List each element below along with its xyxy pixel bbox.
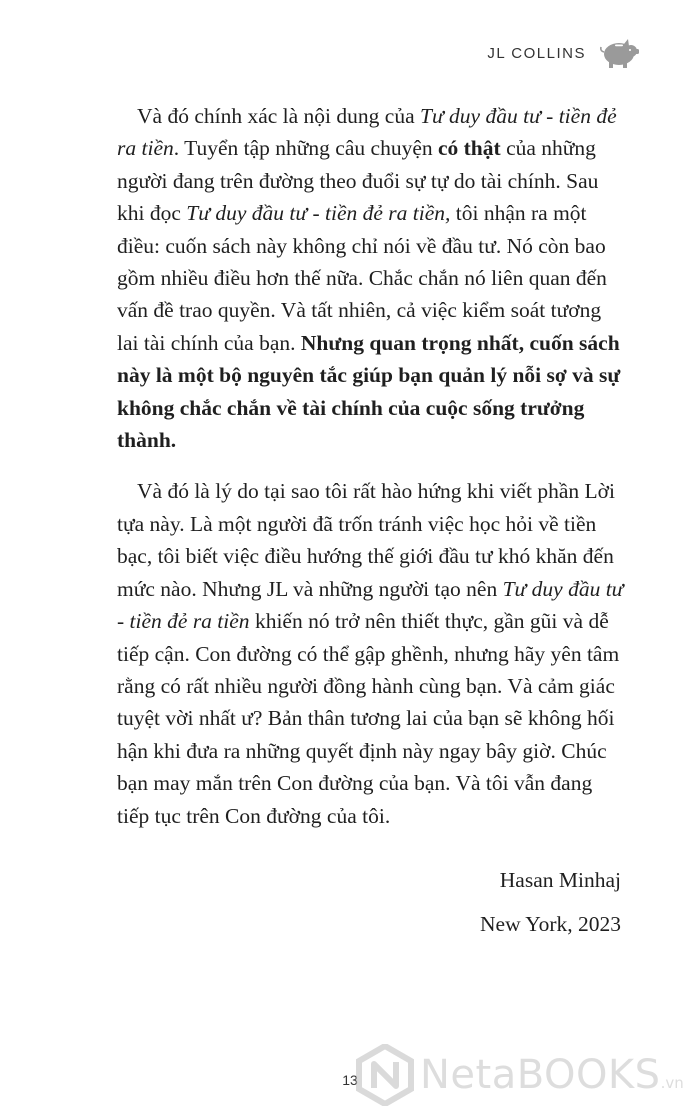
watermark-suffix: .vn	[660, 1074, 684, 1092]
running-header	[487, 38, 640, 68]
text-run: của những người đang trên đường theo đuổi sự tự do tài chính. Sau khi đọc	[117, 136, 599, 226]
text-run: tôi nhận ra một điều: cuốn sách này không chỉ nói về đầu tư. Nó còn bao gồm nhiều điều hơn thế nữa. Chắc chắn nó liên quan đến vấn đề trao quyền. Và tất nhiên, cả việc kiểm soát tương lai tài chính của bạn.	[117, 201, 607, 355]
watermark	[356, 1044, 684, 1106]
bold-text-run: có thật	[437, 136, 501, 161]
signature-name: Hasan Minhaj	[499, 868, 621, 892]
text-run: . Tuyển tập những câu chuyện	[173, 136, 438, 161]
paragraph	[117, 475, 627, 831]
italic-book-title: Tư duy đầu tư - tiền đẻ ra tiền	[117, 104, 617, 161]
text-run: Và đó chính xác là nội dung của	[137, 104, 420, 128]
running-header-author: JL COLLINS	[487, 44, 586, 62]
bold-text-run: Nhưng quan trọng nhất, cuốn sách này là một bộ nguyên tắc giúp bạn quản lý nỗi sợ và sự không chắc chắn về tài chính của cuộc sống trưởng thành.	[117, 330, 621, 453]
page-number: 13	[342, 1072, 358, 1088]
text-run: khiến nó trở nên thiết thực, gần gũi và dễ tiếp cận. Con đường có thể gập ghềnh, nhưng hãy yên tâm rằng có rất nhiều người đồng hành cùng bạn. Và cảm giác tuyệt vời nhất ư? Bản thân tương lai của bạn sẽ không hối hận khi đưa ra những quyết định này ngay bây giờ. Chúc bạn may mắn trên Con đường của bạn. Và tôi vẫn đang tiếp tục trên Con đường của tôi.	[117, 609, 620, 828]
signature-place-date: New York, 2023	[480, 912, 621, 936]
body-text	[117, 100, 627, 851]
italic-book-title: Tư duy đầu tư - tiền đẻ ra tiền,	[186, 201, 451, 226]
text-run: Và đó là lý do tại sao tôi rất hào hứng khi viết phần Lời tựa này. Là một người đã trốn tránh việc học hỏi về tiền bạc, tôi biết việc điều hướng thế giới đầu tư khó khăn đến mức nào. Nhưng JL và những người tạo nên	[117, 479, 616, 601]
italic-book-title: Tư duy đầu tư - tiền đẻ ra tiền	[117, 576, 624, 634]
netabooks-logo-icon	[356, 1044, 414, 1106]
paragraph	[117, 100, 627, 456]
piggy-bank-icon	[598, 38, 640, 68]
watermark-brand: NetaBOOKS.vn	[420, 1052, 684, 1098]
